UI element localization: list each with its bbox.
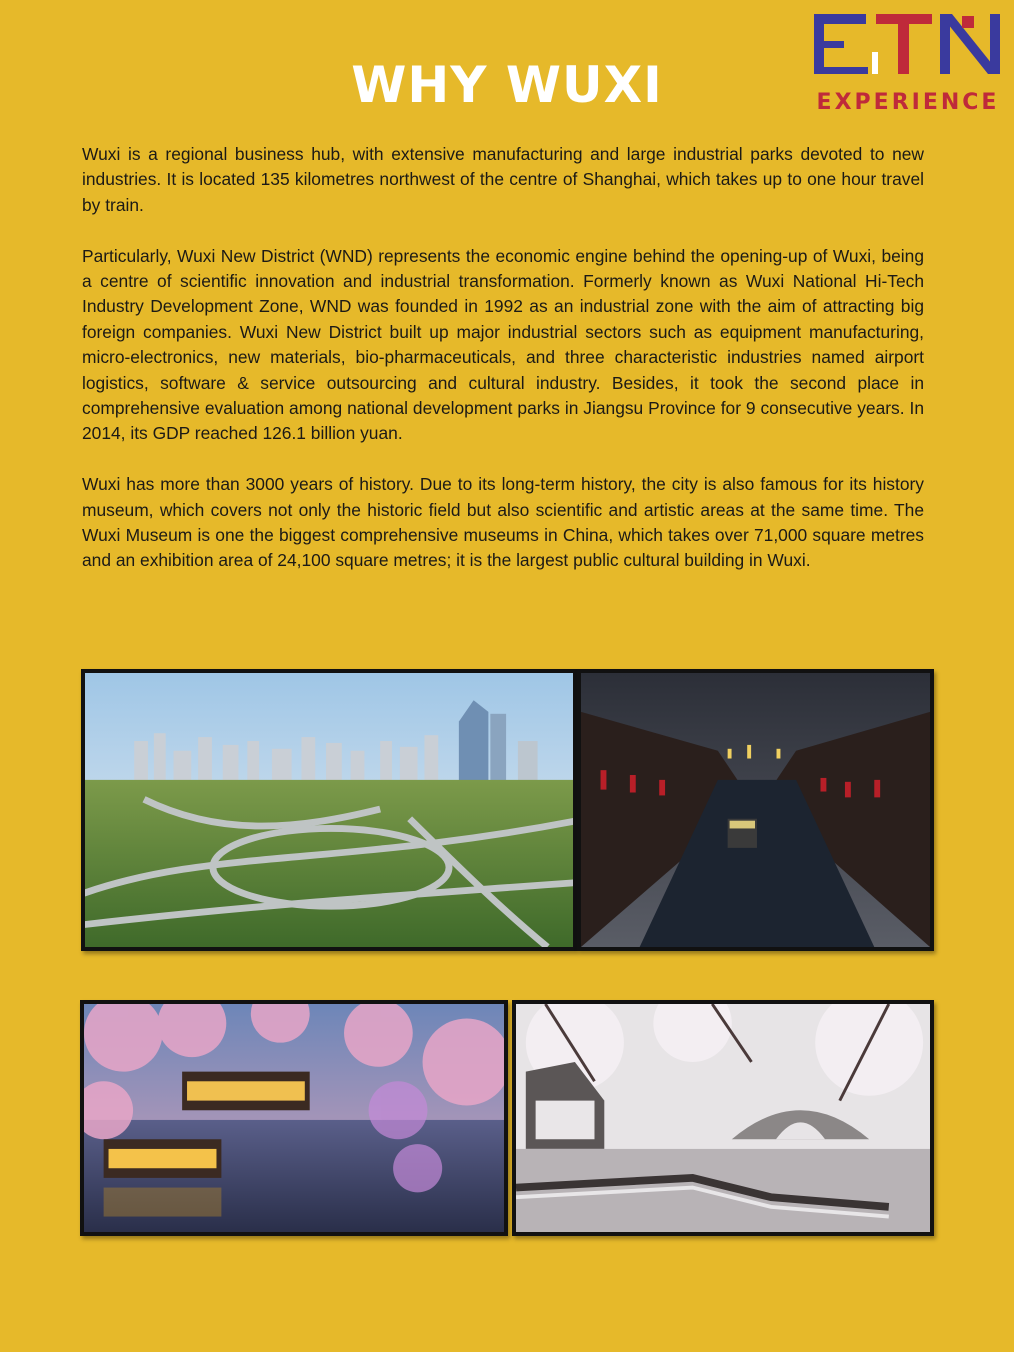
- paragraph-new-district: Particularly, Wuxi New District (WND) represents the economic engine behind the opening-up of Wuxi, being a centre of scientific innovation and industrial transformation. Formerly known as Wuxi National Hi-Tech Industry Development Zone, WND was founded in 1992 as an industrial zone with the aim of attracting big foreign companies. Wuxi New District built up major industrial sectors such as equipment manufacturing, micro-electronics, new materials, bio-pharmaceuticals, and three characteristic industries named airport logistics, software & service outsourcing and cultural industry. Besides, it took the second place in comprehensive evaluation among national development parks in Jiangsu Province for 9 consecutive years. In 2014, its GDP reached 126.1 billion yuan.: [82, 245, 924, 444]
- photo-canal-night: [577, 669, 934, 951]
- photo-city-skyline-interchange: [81, 669, 577, 951]
- page-title: WHY WUXI: [351, 56, 663, 114]
- paragraph-history: Wuxi has more than 3000 years of history. Due to its long-term history, the city is also famous for its history museum, which covers not only the historic field but also scientific and artistic areas at the same time. The Wuxi Museum is one the biggest comprehensive museums in China, which takes over 71,000 square metres and an exhibition area of 24,100 square metres; it is the largest public cultural building in Wuxi.: [82, 474, 924, 571]
- paragraph-intro: Wuxi is a regional business hub, with extensive manufacturing and large industrial parks devoted to new industries. It is located 135 kilometres northwest of the centre of Shanghai, which takes up to one hour travel by train.: [82, 144, 924, 215]
- article-body: [82, 142, 924, 599]
- photo-arched-bridge-blossoms: [512, 1000, 934, 1236]
- photo-cherry-blossom-pavilion: [80, 1000, 508, 1236]
- logo-wordmark: EXPERIENCE: [816, 90, 1000, 115]
